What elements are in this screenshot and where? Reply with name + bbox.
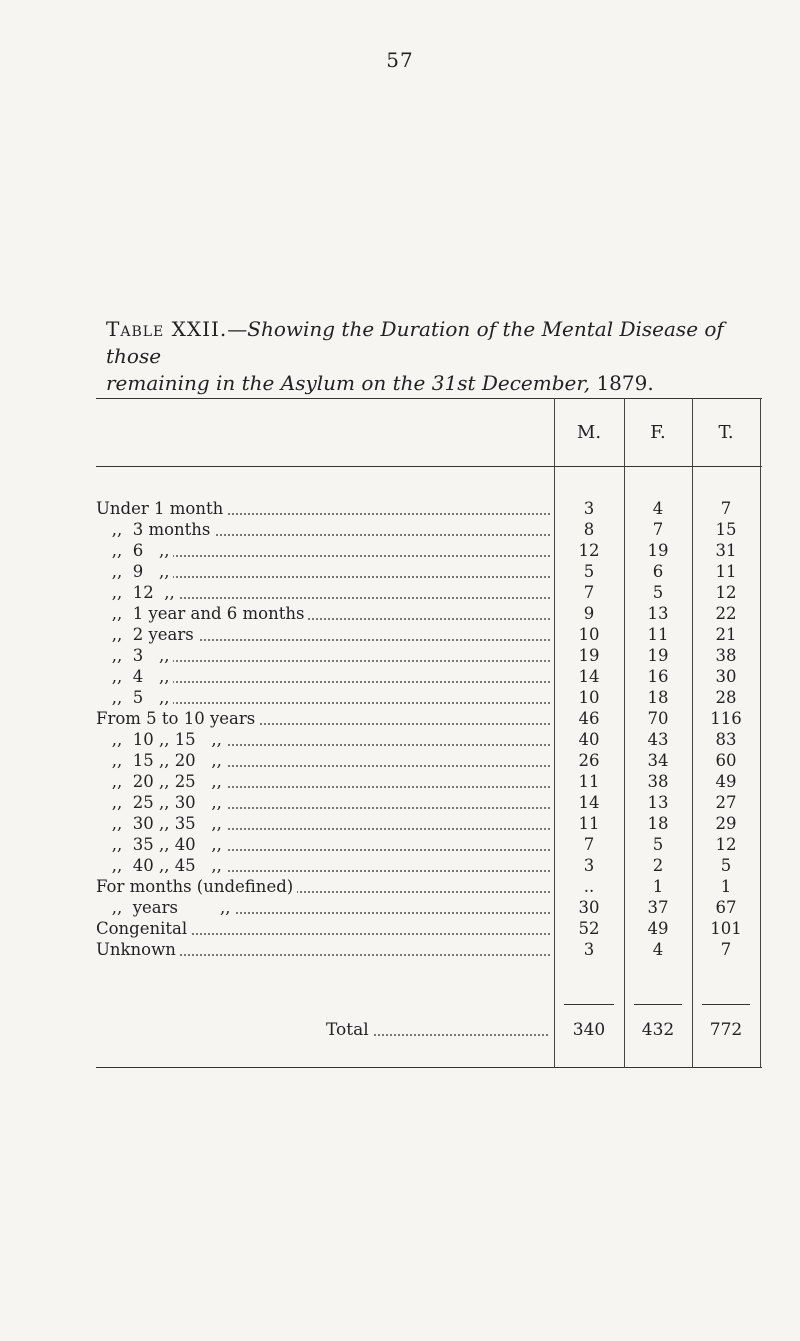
cell-female: 34 bbox=[647, 751, 669, 770]
row-label-cell bbox=[96, 603, 550, 624]
cell-female: 2 bbox=[652, 856, 664, 875]
row-label-cell bbox=[96, 666, 550, 687]
cell-male: 7 bbox=[583, 583, 595, 602]
cell-total: 29 bbox=[715, 814, 737, 833]
header-total: T. bbox=[718, 422, 734, 443]
table-row bbox=[96, 687, 762, 708]
row-label: ,, 3 months bbox=[96, 520, 214, 539]
row-label: ,, 9 ,, bbox=[96, 562, 173, 581]
cell-female: 18 bbox=[647, 814, 669, 833]
row-label-cell bbox=[96, 708, 550, 729]
cell-male: 10 bbox=[578, 625, 600, 644]
cell-total: 49 bbox=[715, 772, 737, 791]
cell-female: 37 bbox=[647, 898, 669, 917]
cell-female: 5 bbox=[652, 835, 664, 854]
table-row bbox=[96, 897, 762, 918]
cell-male: 26 bbox=[578, 751, 600, 770]
cell-female: 13 bbox=[647, 604, 669, 623]
cell-total: 83 bbox=[715, 730, 737, 749]
total-label-cell bbox=[326, 1020, 548, 1040]
cell-male: 3 bbox=[583, 940, 595, 959]
row-label: ,, 25 ,, 30 ,, bbox=[96, 793, 226, 812]
row-label: ,, 12 ,, bbox=[96, 583, 179, 602]
row-label-cell bbox=[96, 540, 550, 561]
row-label-cell bbox=[96, 855, 550, 876]
table-row bbox=[96, 834, 762, 855]
cell-total: 101 bbox=[710, 919, 742, 938]
table-row bbox=[96, 645, 762, 666]
caption-text-part2: remaining in the Asylum on the 31st December, bbox=[106, 371, 591, 395]
row-label-cell bbox=[96, 897, 550, 918]
row-label: ,, years ,, bbox=[96, 898, 234, 917]
total-row bbox=[96, 1020, 762, 1044]
table-header-rule bbox=[96, 466, 762, 467]
table-row bbox=[96, 813, 762, 834]
cell-male: 10 bbox=[578, 688, 600, 707]
cell-male: 52 bbox=[578, 919, 600, 938]
table-caption bbox=[106, 316, 766, 397]
table-row bbox=[96, 855, 762, 876]
table-row bbox=[96, 918, 762, 939]
total-total: 772 bbox=[709, 1020, 743, 1040]
cell-male: 9 bbox=[583, 604, 595, 623]
table-row bbox=[96, 939, 762, 960]
row-label-cell bbox=[96, 792, 550, 813]
cell-female: 1 bbox=[652, 877, 664, 896]
table-body bbox=[96, 498, 762, 960]
cell-total: 31 bbox=[715, 541, 737, 560]
table-row bbox=[96, 582, 762, 603]
cell-male: 11 bbox=[578, 814, 600, 833]
cell-female: 43 bbox=[647, 730, 669, 749]
cell-female: 6 bbox=[652, 562, 664, 581]
row-label: Under 1 month bbox=[96, 499, 227, 518]
cell-female: 18 bbox=[647, 688, 669, 707]
row-label: From 5 to 10 years bbox=[96, 709, 259, 728]
cell-male: 46 bbox=[578, 709, 600, 728]
row-label: ,, 35 ,, 40 ,, bbox=[96, 835, 226, 854]
cell-total: 67 bbox=[715, 898, 737, 917]
table-row bbox=[96, 750, 762, 771]
table-row bbox=[96, 624, 762, 645]
table-row bbox=[96, 561, 762, 582]
row-label: For months (undefined) bbox=[96, 877, 297, 896]
row-label-cell bbox=[96, 624, 550, 645]
cell-total: 116 bbox=[710, 709, 742, 728]
row-label: ,, 3 ,, bbox=[96, 646, 173, 665]
row-label: ,, 15 ,, 20 ,, bbox=[96, 751, 226, 770]
row-label-cell bbox=[96, 687, 550, 708]
table-row bbox=[96, 771, 762, 792]
cell-male: 3 bbox=[583, 856, 595, 875]
row-label-cell bbox=[96, 813, 550, 834]
cell-total: 15 bbox=[715, 520, 737, 539]
cell-total: 7 bbox=[720, 940, 732, 959]
duration-table bbox=[96, 398, 762, 1068]
header-male: M. bbox=[576, 422, 602, 443]
row-label: Congenital bbox=[96, 919, 191, 938]
cell-total: 27 bbox=[715, 793, 737, 812]
cell-female: 16 bbox=[647, 667, 669, 686]
table-row bbox=[96, 708, 762, 729]
cell-male: 12 bbox=[578, 541, 600, 560]
cell-total: 1 bbox=[720, 877, 732, 896]
cell-female: 13 bbox=[647, 793, 669, 812]
cell-total: 5 bbox=[720, 856, 732, 875]
cell-male: 8 bbox=[583, 520, 595, 539]
cell-male: 5 bbox=[583, 562, 595, 581]
cell-total: 38 bbox=[715, 646, 737, 665]
table-row bbox=[96, 666, 762, 687]
table-row bbox=[96, 876, 762, 897]
caption-text-part1: Showing the Duration of the Mental Disease of those bbox=[106, 317, 724, 368]
table-bottom-rule bbox=[96, 1067, 762, 1068]
row-label: ,, 40 ,, 45 ,, bbox=[96, 856, 226, 875]
caption-year: 1879. bbox=[596, 371, 654, 395]
row-label: ,, 5 ,, bbox=[96, 688, 173, 707]
cell-male: 14 bbox=[578, 793, 600, 812]
table-row bbox=[96, 603, 762, 624]
table-top-rule bbox=[96, 398, 762, 399]
row-label: ,, 20 ,, 25 ,, bbox=[96, 772, 226, 791]
row-label: ,, 10 ,, 15 ,, bbox=[96, 730, 226, 749]
row-label: ,, 2 years bbox=[96, 625, 198, 644]
cell-total: 60 bbox=[715, 751, 737, 770]
row-label-cell bbox=[96, 750, 550, 771]
cell-female: 19 bbox=[647, 541, 669, 560]
table-row bbox=[96, 729, 762, 750]
header-female: F. bbox=[650, 422, 666, 443]
table-number: Table XXII. bbox=[106, 317, 228, 341]
cell-total: 22 bbox=[715, 604, 737, 623]
cell-female: 70 bbox=[647, 709, 669, 728]
cell-female: 7 bbox=[652, 520, 664, 539]
cell-total: 28 bbox=[715, 688, 737, 707]
row-label-cell bbox=[96, 939, 550, 960]
cell-male: 40 bbox=[578, 730, 600, 749]
cell-female: 19 bbox=[647, 646, 669, 665]
page-number: 57 bbox=[386, 48, 414, 72]
cell-male: 14 bbox=[578, 667, 600, 686]
row-label: ,, 1 year and 6 months bbox=[96, 604, 308, 623]
row-label-cell bbox=[96, 519, 550, 540]
cell-total: 21 bbox=[715, 625, 737, 644]
row-label-cell bbox=[96, 876, 550, 897]
sum-rule bbox=[564, 1004, 614, 1005]
cell-female: 4 bbox=[652, 499, 664, 518]
total-male: 340 bbox=[572, 1020, 606, 1040]
cell-male: 7 bbox=[583, 835, 595, 854]
cell-male: 11 bbox=[578, 772, 600, 791]
table-row bbox=[96, 540, 762, 561]
cell-total: 7 bbox=[720, 499, 732, 518]
cell-male: .. bbox=[583, 877, 595, 896]
table-row bbox=[96, 498, 762, 519]
row-label-cell bbox=[96, 729, 550, 750]
row-label-cell bbox=[96, 561, 550, 582]
row-label-cell bbox=[96, 645, 550, 666]
cell-total: 11 bbox=[715, 562, 737, 581]
row-label: ,, 6 ,, bbox=[96, 541, 173, 560]
cell-total: 12 bbox=[715, 835, 737, 854]
cell-female: 38 bbox=[647, 772, 669, 791]
cell-male: 3 bbox=[583, 499, 595, 518]
cell-female: 49 bbox=[647, 919, 669, 938]
cell-total: 12 bbox=[715, 583, 737, 602]
caption-dash: — bbox=[227, 317, 248, 341]
cell-male: 30 bbox=[578, 898, 600, 917]
row-label-cell bbox=[96, 918, 550, 939]
row-label-cell bbox=[96, 582, 550, 603]
cell-female: 5 bbox=[652, 583, 664, 602]
row-label: ,, 4 ,, bbox=[96, 667, 173, 686]
table-row bbox=[96, 519, 762, 540]
total-female: 432 bbox=[641, 1020, 675, 1040]
cell-total: 30 bbox=[715, 667, 737, 686]
row-label-cell bbox=[96, 498, 550, 519]
sum-rule bbox=[634, 1004, 682, 1005]
row-label: Unknown bbox=[96, 940, 180, 959]
row-label: ,, 30 ,, 35 ,, bbox=[96, 814, 226, 833]
table-row bbox=[96, 792, 762, 813]
sum-rule bbox=[702, 1004, 750, 1005]
cell-female: 4 bbox=[652, 940, 664, 959]
cell-male: 19 bbox=[578, 646, 600, 665]
cell-female: 11 bbox=[647, 625, 669, 644]
row-label-cell bbox=[96, 834, 550, 855]
row-label-cell bbox=[96, 771, 550, 792]
total-label: Total bbox=[326, 1020, 373, 1040]
